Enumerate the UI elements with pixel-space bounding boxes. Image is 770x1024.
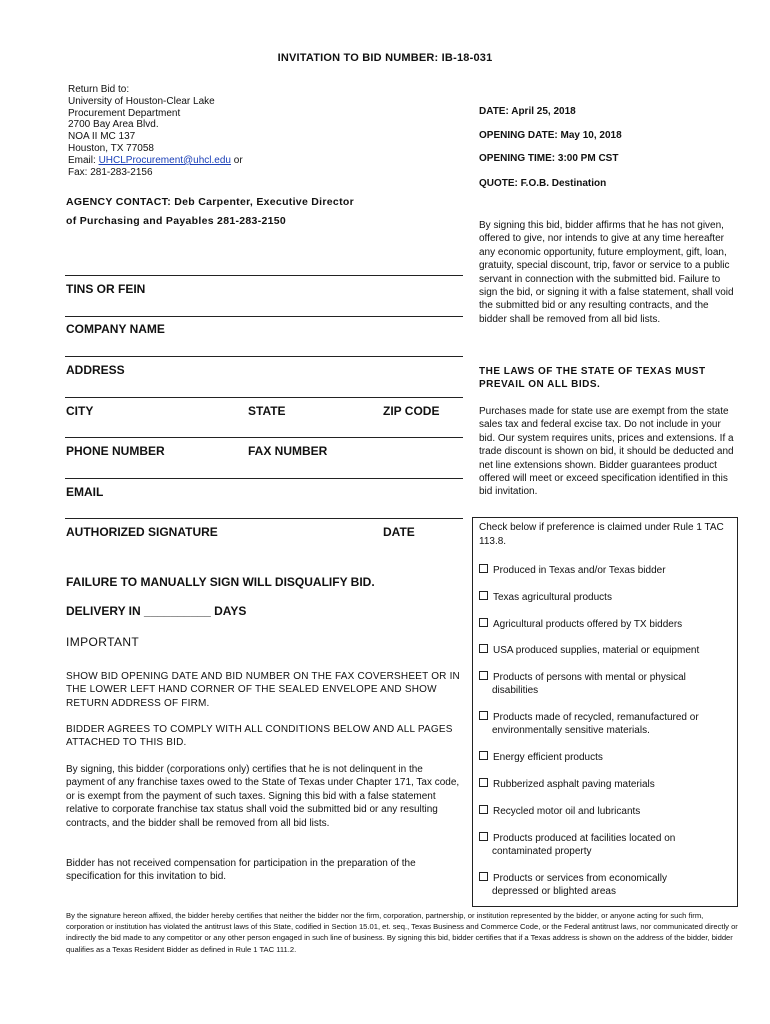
antitrust-certification: By the signature hereon affixed, the bidder hereby certifies that neither the bidder nor the firm, corporation, partnership, or institution represented by the bidder, or anyone acting for such firm, corporation or institution has violated the antitrust laws of this State, codified in Section 15.01, et. seq., Texas Business and Commerce Code, or the Federal antitrust laws, nor communicated directly or indirectly the bid made to any competitor or any other person engaged in such line of business. By signing this bid, bidder certifies that if a Texas address is shown on the address of the bidder, bidder qualifies as a Texas Resident Bidder as defined in Rule 1 TAC 111.2. [66,911,738,954]
email-suffix: or [231,154,243,166]
show-bid-instructions: SHOW BID OPENING DATE AND BID NUMBER ON THE FAX COVERSHEET OR IN THE LOWER LEFT HAND CORNER OF THE SEALED ENVELOPE AND SHOW RETURN ADDRESS OF FIRM. [66,671,460,709]
opening-time: OPENING TIME: 3:00 PM CST [479,153,619,164]
option-label: Products made of recycled, remanufactured or [493,712,699,723]
option-label-cont: disabilities [492,685,539,697]
texas-laws-notice [479,365,706,391]
preference-option[interactable] [479,564,734,577]
agency-contact [66,193,354,231]
procurement-email-link[interactable]: UHCLProcurement@uhcl.edu [98,154,231,166]
laws-line: THE LAWS OF THE STATE OF TEXAS MUST [479,366,706,377]
agency-line: of Purchasing and Payables 281-283-2150 [66,215,287,227]
option-label: Produced in Texas and/or Texas bidder [493,565,666,576]
preference-option[interactable] [479,872,734,899]
company-label: COMPANY NAME [66,322,165,336]
preference-option[interactable] [479,618,734,631]
option-label: Energy efficient products [493,752,603,763]
checkbox-icon[interactable] [479,872,488,881]
option-label: Agricultural products offered by TX bidders [493,619,683,630]
checkbox-icon[interactable] [479,778,488,787]
company-line[interactable] [65,316,463,317]
checkbox-icon[interactable] [479,751,488,760]
return-line: University of Houston-Clear Lake [68,95,215,107]
state-label: STATE [248,404,286,418]
important-heading: IMPORTANT [66,635,140,649]
address-label: ADDRESS [66,363,125,377]
signing-statement: By signing this bid, bidder affirms that he has not given, offered to give, nor intends to give at any time hereafter any economic opportunity, future employment, gift, loan, gratuity, special discount, trip, favor or service to a public servant in connection with the submitted bid. Failure to sign the bid, or signing it with a false statement, shall void the submitted bid or any resulting contracts, and the bidder shall be removed from all bid lists. [479,220,734,325]
bidder-agrees: BIDDER AGREES TO COMPLY WITH ALL CONDITIONS BELOW AND ALL PAGES ATTACHED TO THIS BID. [66,724,453,749]
preference-option[interactable] [479,778,734,791]
option-label: Products of persons with mental or physical [493,672,686,683]
return-line: Return Bid to: [68,84,130,95]
option-label: USA produced supplies, material or equipment [493,645,700,656]
address-line[interactable] [65,356,463,357]
tins-line[interactable] [65,275,463,276]
return-line: Procurement Department [68,107,181,119]
failure-warning: FAILURE TO MANUALLY SIGN WILL DISQUALIFY BID. [66,575,375,589]
fax-label: FAX NUMBER [248,444,328,458]
option-label-cont: environmentally sensitive materials. [492,725,650,737]
return-address [68,84,243,178]
document-title: INVITATION TO BID NUMBER: IB-18-031 [277,52,493,64]
email-label: EMAIL [66,485,104,499]
return-line: 2700 Bay Area Blvd. [68,119,159,131]
option-label: Products or services from economically [493,873,667,884]
checkbox-icon[interactable] [479,671,488,680]
checkbox-icon[interactable] [479,711,488,720]
quote-terms: QUOTE: F.O.B. Destination [479,178,607,189]
preference-option[interactable] [479,805,734,818]
phone-line[interactable] [65,437,463,438]
email-prefix: Email: [68,154,99,166]
option-label-cont: contaminated property [492,846,592,858]
signature-date-label: DATE [383,525,415,539]
compensation-statement: Bidder has not received compensation for participation in the preparation of the specification for this invitation to bid. [66,858,416,883]
city-line[interactable] [65,397,463,398]
email-line[interactable] [65,478,463,479]
tins-label: TINS OR FEIN [66,282,146,296]
preference-option[interactable] [479,832,734,859]
corporations-statement: By signing, this bidder (corporations only) certifies that he is not delinquent in the payment of any franchise taxes owed to the State of Texas under Chapter 171, Tax code, or is exempt from the payment of such taxes. Signing this bid with a false statement relative to corporate franchise tax status shall void the submitted bid or any resulting contracts, and the bidder shall be removed from all bid lists. [66,764,460,829]
option-label: Texas agricultural products [493,592,612,603]
checkbox-icon[interactable] [479,591,488,600]
return-email-line [68,155,243,167]
agency-line: AGENCY CONTACT: Deb Carpenter, Executive Director [66,196,354,208]
preference-option[interactable] [479,711,734,738]
city-label: CITY [66,404,94,418]
checkbox-icon[interactable] [479,564,488,573]
signature-line[interactable] [65,518,463,519]
checkbox-icon[interactable] [479,805,488,814]
preference-option[interactable] [479,591,734,604]
return-fax: Fax: 281-283-2156 [68,166,153,178]
phone-label: PHONE NUMBER [66,444,165,458]
signature-label: AUTHORIZED SIGNATURE [66,525,218,539]
return-line: Houston, TX 77058 [68,142,154,154]
option-label: Products produced at facilities located on [493,833,676,844]
preference-option[interactable] [479,644,734,657]
preference-option[interactable] [479,671,734,698]
preference-heading: Check below if preference is claimed under Rule 1 TAC 113.8. [479,522,724,547]
return-line: NOA II MC 137 [68,131,136,143]
zip-label: ZIP CODE [383,404,440,418]
option-label: Recycled motor oil and lubricants [493,806,641,817]
preference-option[interactable] [479,751,734,764]
bid-date: DATE: April 25, 2018 [479,106,576,117]
checkbox-icon[interactable] [479,644,488,653]
option-label-cont: depressed or blighted areas [492,886,616,898]
laws-line: PREVAIL ON ALL BIDS. [479,379,601,390]
delivery-days: DELIVERY IN __________ DAYS [66,604,247,618]
option-label: Rubberized asphalt paving materials [493,779,655,790]
opening-date: OPENING DATE: May 10, 2018 [479,130,622,141]
checkbox-icon[interactable] [479,832,488,841]
checkbox-icon[interactable] [479,618,488,627]
purchases-statement: Purchases made for state use are exempt from the state sales tax and federal excise tax. Do not include in your bid. Our system requires units, prices and extensions. If a trade discount is shown on bid, it should be deducted and net line extensions shown. Bidder guarantees product offered will meet or exceed specification identified in this bid invitation. [479,406,734,498]
